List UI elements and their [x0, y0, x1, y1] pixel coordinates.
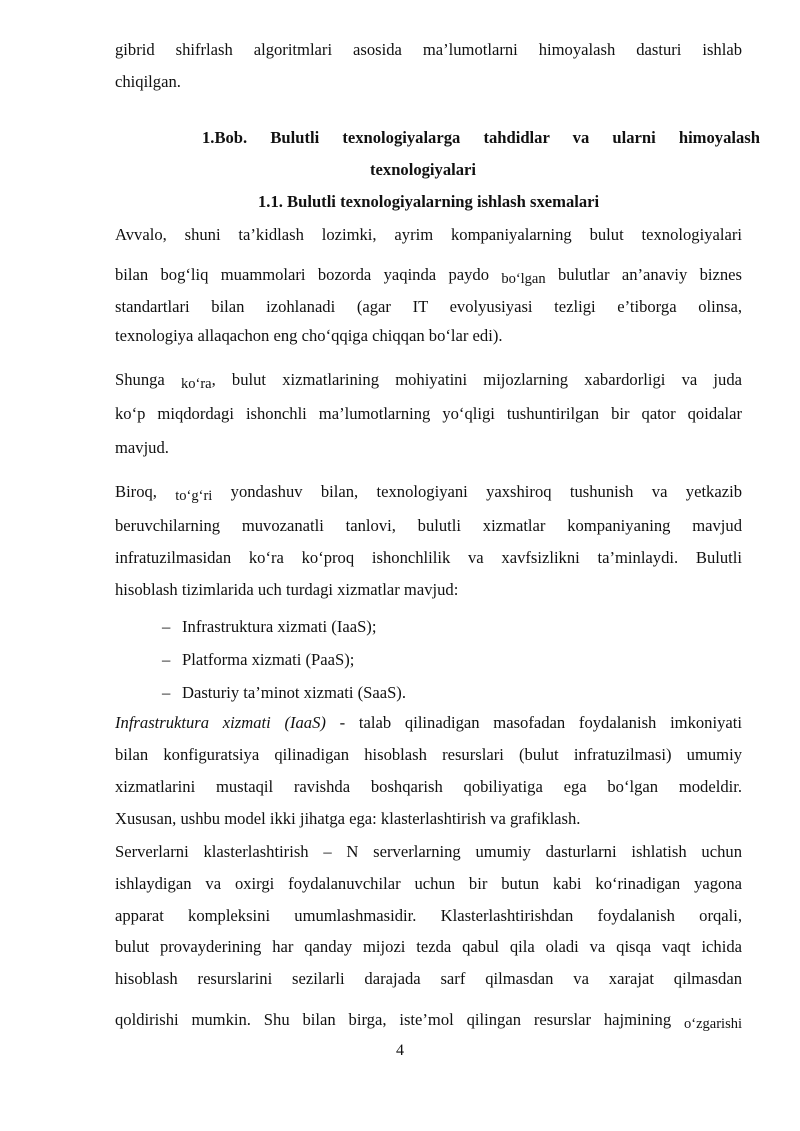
text-line: Xususan, ushbu model ikki jihatga ega: klasterlashtirish va grafiklash. [115, 809, 581, 828]
list-item: – Infrastruktura xizmati (IaaS); [162, 617, 377, 636]
text-line: bilan konfiguratsiya qilinadigan hisoblash resurslari (bulut infratuzilmasi) umumiy [115, 745, 742, 764]
text-line: ishlaydigan va oxirgi foydalanuvchilar uchun bir butun kabi ko‘rinadigan yagona [115, 874, 742, 893]
list-item: – Dasturiy ta’minot xizmati (SaaS). [162, 683, 406, 702]
text-line: Biroq, to‘g‘ri yondashuv bilan, texnologiyani yaxshiroq tushunish va yetkazib [115, 482, 742, 504]
text-line: texnologiya allaqachon eng cho‘qqiga chiqqan bo‘lar edi). [115, 326, 503, 345]
chapter-title: 1.Bob. Bulutli texnologiyalarga tahdidlar va ularni himoyalash [202, 128, 760, 147]
text-line: bilan bog‘liq muammolari bozorda yaqinda paydo bo‘lgan bulutlar an’anaviy biznes [115, 265, 742, 287]
text-line: xizmatlarini mustaqil ravishda boshqarish qobiliyatiga ega bo‘lgan modeldir. [115, 777, 742, 796]
text-line: Serverlarni klasterlashtirish – N serverlarning umumiy dasturlarni ishlatish uchun [115, 842, 742, 861]
text-line: bulut provayderining har qanday mijozi tezda qabul qila oladi va qisqa vaqt ichida [115, 937, 742, 956]
text-line: Shunga ko‘ra, bulut xizmatlarining mohiyatini mijozlarning xabardorligi va juda [115, 370, 742, 392]
text-line: infratuzilmasidan ko‘ra ko‘proq ishonchlilik va xavfsizlikni ta’minlaydi. Bulutli [115, 548, 742, 567]
text-line: beruvchilarning muvozanatli tanlovi, bulutli xizmatlar kompaniyaning mavjud [115, 516, 742, 535]
text-line: chiqilgan. [115, 72, 181, 91]
text-line: standartlari bilan izohlanadi (agar IT evolyusiyasi tezligi e’tiborga olinsa, [115, 297, 742, 316]
text-line: Avvalo, shuni ta’kidlash lozimki, ayrim kompaniyalarning bulut texnologiyalari [115, 225, 742, 244]
dash-bullet: – [162, 683, 171, 702]
text-line: gibrid shifrlash algoritmlari asosida ma’lumotlarni himoyalash dasturi ishlab [115, 40, 742, 59]
text-line: hisoblash tizimlarida uch turdagi xizmatlar mavjud: [115, 580, 459, 599]
page-number: 4 [396, 1042, 404, 1059]
text-line: hisoblash resurslarini sezilarli darajada sarf qilmasdan va xarajat qilmasdan [115, 969, 742, 988]
text-line: ko‘p miqdordagi ishonchli ma’lumotlarning yo‘qligi tushuntirilgan bir qator qoidalar [115, 404, 742, 423]
text-line: qoldirishi mumkin. Shu bilan birga, iste’mol qilingan resurslar hajmining o‘zgarishi [115, 1010, 742, 1032]
dash-bullet: – [162, 650, 171, 669]
text-line: apparat kompleksini umumlashmasidir. Klasterlashtirishdan foydalanish orqali, [115, 906, 742, 925]
text-line: Infrastruktura xizmati (IaaS) - talab qilinadigan masofadan foydalanish imkoniyati [115, 713, 742, 732]
section-title: 1.1. Bulutli texnologiyalarning ishlash sxemalari [258, 192, 600, 211]
list-item: – Platforma xizmati (PaaS); [162, 650, 355, 669]
text-line: mavjud. [115, 438, 169, 457]
dash-bullet: – [162, 617, 171, 636]
chapter-title-cont: texnologiyalari [370, 160, 477, 179]
